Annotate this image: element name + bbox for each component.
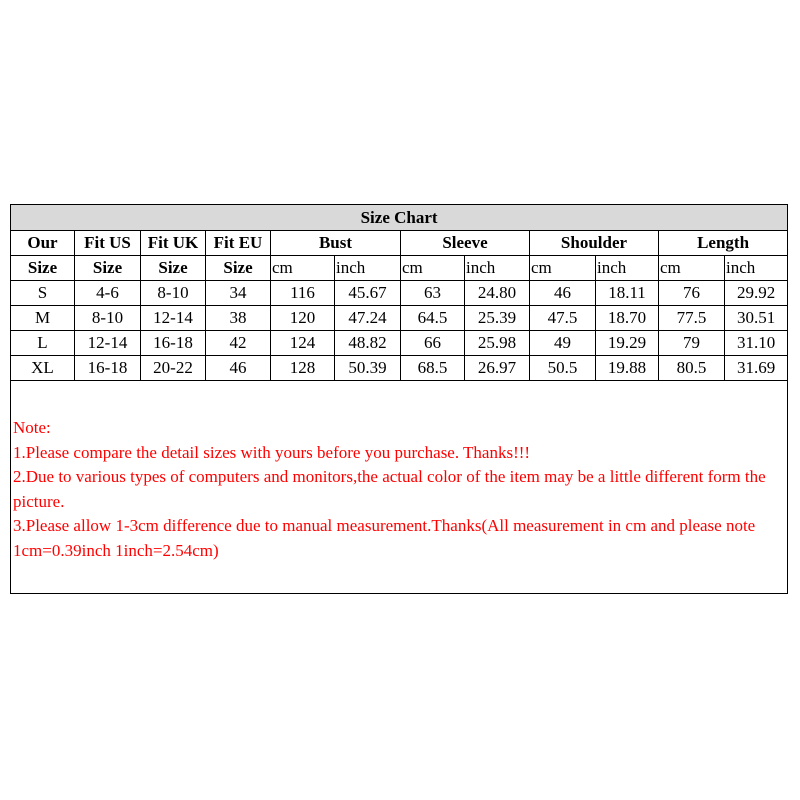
table-cell: 18.70 xyxy=(596,306,659,331)
table-cell: 38 xyxy=(206,306,271,331)
table-cell: 49 xyxy=(530,331,596,356)
header-bust: Bust xyxy=(271,231,401,256)
header-fit-uk-line1: Fit UK xyxy=(141,231,206,256)
table-cell: 34 xyxy=(206,281,271,306)
header-our-size-line1: Our xyxy=(11,231,75,256)
note-line-3: 3.Please allow 1-3cm difference due to manual measurement.Thanks(All measurement in cm and please note 1cm=0.39inch 1inch=2.54cm) xyxy=(13,516,756,560)
table-row xyxy=(11,281,788,306)
size-chart-table xyxy=(10,204,788,381)
table-cell: 29.92 xyxy=(725,281,788,306)
size-chart-sheet xyxy=(10,204,788,594)
table-cell: 48.82 xyxy=(335,331,401,356)
table-row xyxy=(11,331,788,356)
table-row xyxy=(11,356,788,381)
table-cell: XL xyxy=(11,356,75,381)
table-cell: 16-18 xyxy=(75,356,141,381)
table-cell: 24.80 xyxy=(465,281,530,306)
unit-length-cm: cm xyxy=(659,256,725,281)
unit-sleeve-inch: inch xyxy=(465,256,530,281)
unit-sleeve-cm: cm xyxy=(401,256,465,281)
table-cell: 30.51 xyxy=(725,306,788,331)
unit-length-inch: inch xyxy=(725,256,788,281)
table-cell: 26.97 xyxy=(465,356,530,381)
table-cell: 4-6 xyxy=(75,281,141,306)
table-cell: 19.88 xyxy=(596,356,659,381)
table-cell: 79 xyxy=(659,331,725,356)
table-cell: 20-22 xyxy=(141,356,206,381)
table-cell: 12-14 xyxy=(141,306,206,331)
table-cell: 12-14 xyxy=(75,331,141,356)
note-heading: Note: xyxy=(13,418,51,437)
table-cell: 50.39 xyxy=(335,356,401,381)
header-fit-eu-line2: Size xyxy=(206,256,271,281)
table-cell: 116 xyxy=(271,281,335,306)
header-sleeve: Sleeve xyxy=(401,231,530,256)
table-cell: S xyxy=(11,281,75,306)
table-cell: 18.11 xyxy=(596,281,659,306)
table-cell: 25.39 xyxy=(465,306,530,331)
table-cell: 124 xyxy=(271,331,335,356)
header-fit-us-line1: Fit US xyxy=(75,231,141,256)
table-cell: 80.5 xyxy=(659,356,725,381)
unit-bust-cm: cm xyxy=(271,256,335,281)
table-cell: 120 xyxy=(271,306,335,331)
table-cell: 76 xyxy=(659,281,725,306)
header-fit-eu-line1: Fit EU xyxy=(206,231,271,256)
table-cell: 66 xyxy=(401,331,465,356)
table-cell: 8-10 xyxy=(141,281,206,306)
table-cell: 19.29 xyxy=(596,331,659,356)
table-cell: 42 xyxy=(206,331,271,356)
table-cell: 63 xyxy=(401,281,465,306)
table-cell: 46 xyxy=(530,281,596,306)
table-cell: 128 xyxy=(271,356,335,381)
table-cell: L xyxy=(11,331,75,356)
note-line-2: 2.Due to various types of computers and monitors,the actual color of the item may be a little different form the picture. xyxy=(13,467,766,511)
unit-shoulder-inch: inch xyxy=(596,256,659,281)
table-cell: 16-18 xyxy=(141,331,206,356)
table-cell: 31.69 xyxy=(725,356,788,381)
table-cell: 31.10 xyxy=(725,331,788,356)
table-cell: 47.24 xyxy=(335,306,401,331)
header-fit-uk-line2: Size xyxy=(141,256,206,281)
table-cell: 47.5 xyxy=(530,306,596,331)
table-cell: 46 xyxy=(206,356,271,381)
header-shoulder: Shoulder xyxy=(530,231,659,256)
header-length: Length xyxy=(659,231,788,256)
header-our-size-line2: Size xyxy=(11,256,75,281)
table-cell: 77.5 xyxy=(659,306,725,331)
unit-bust-inch: inch xyxy=(335,256,401,281)
table-cell: 64.5 xyxy=(401,306,465,331)
chart-title: Size Chart xyxy=(11,205,788,231)
note-line-1: 1.Please compare the detail sizes with yours before you purchase. Thanks!!! xyxy=(13,442,531,462)
table-cell: 8-10 xyxy=(75,306,141,331)
table-cell: 68.5 xyxy=(401,356,465,381)
header-fit-us-line2: Size xyxy=(75,256,141,281)
notes-block xyxy=(13,416,783,563)
table-cell: M xyxy=(11,306,75,331)
table-cell: 50.5 xyxy=(530,356,596,381)
table-row xyxy=(11,306,788,331)
unit-shoulder-cm: cm xyxy=(530,256,596,281)
table-cell: 45.67 xyxy=(335,281,401,306)
table-cell: 25.98 xyxy=(465,331,530,356)
